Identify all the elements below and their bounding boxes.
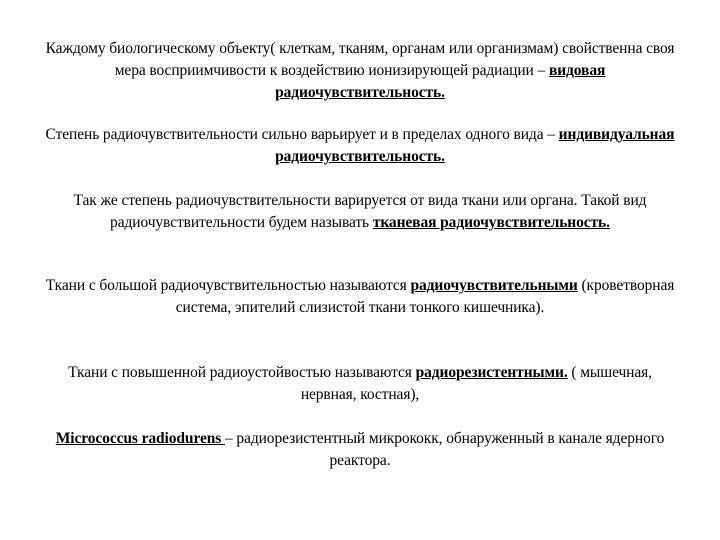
term-individual-radiosensitivity: индивидуальная радиочувствительность.	[275, 126, 675, 165]
paragraph-species-radiosensitivity	[40, 38, 680, 104]
paragraph-radiosensitive-tissues	[40, 275, 680, 319]
term-radiosensitive: радиочувствительными	[410, 277, 578, 294]
term-radioresistant: радиорезистентными.	[415, 364, 568, 381]
paragraph-text: Степень радиочувствительности сильно варьирует и в пределах одного вида –	[45, 126, 559, 143]
term-species-radiosensitivity: видовая радиочувствительность.	[275, 62, 606, 101]
paragraph-micrococcus	[40, 428, 680, 472]
term-tissue-radiosensitivity: тканевая радиочувствительность.	[372, 214, 610, 231]
paragraph-individual-radiosensitivity	[40, 124, 680, 168]
paragraph-text: Каждому биологическому объекту( клеткам, тканям, органам или организмам) свойственна своя мера восприимчивости к воздействию ионизирующей радиации –	[45, 40, 675, 79]
paragraph-text: Ткани с большой радиочувствительностью называются	[45, 277, 411, 294]
paragraph-radioresistant-tissues	[40, 362, 680, 406]
paragraph-text-after: ( мышечная, нервная, костная),	[300, 364, 652, 403]
paragraph-text-after: (кроветворная система, эпителий слизистой ткани тонкого кишечника).	[175, 277, 675, 316]
paragraph-text-after: – радиорезистентный микрококк, обнаруженный в канале ядерного реактора.	[224, 430, 665, 469]
paragraph-text: Ткани с повышенной радиоустойвостью называются	[68, 364, 416, 381]
paragraph-tissue-radiosensitivity	[40, 190, 680, 234]
term-micrococcus-radiodurens: Micrococcus radiodurens	[55, 430, 225, 447]
paragraph-text: Так же степень радиочувствительности варируется от вида ткани или органа. Такой вид радиочувствительности будем называть	[73, 192, 647, 231]
